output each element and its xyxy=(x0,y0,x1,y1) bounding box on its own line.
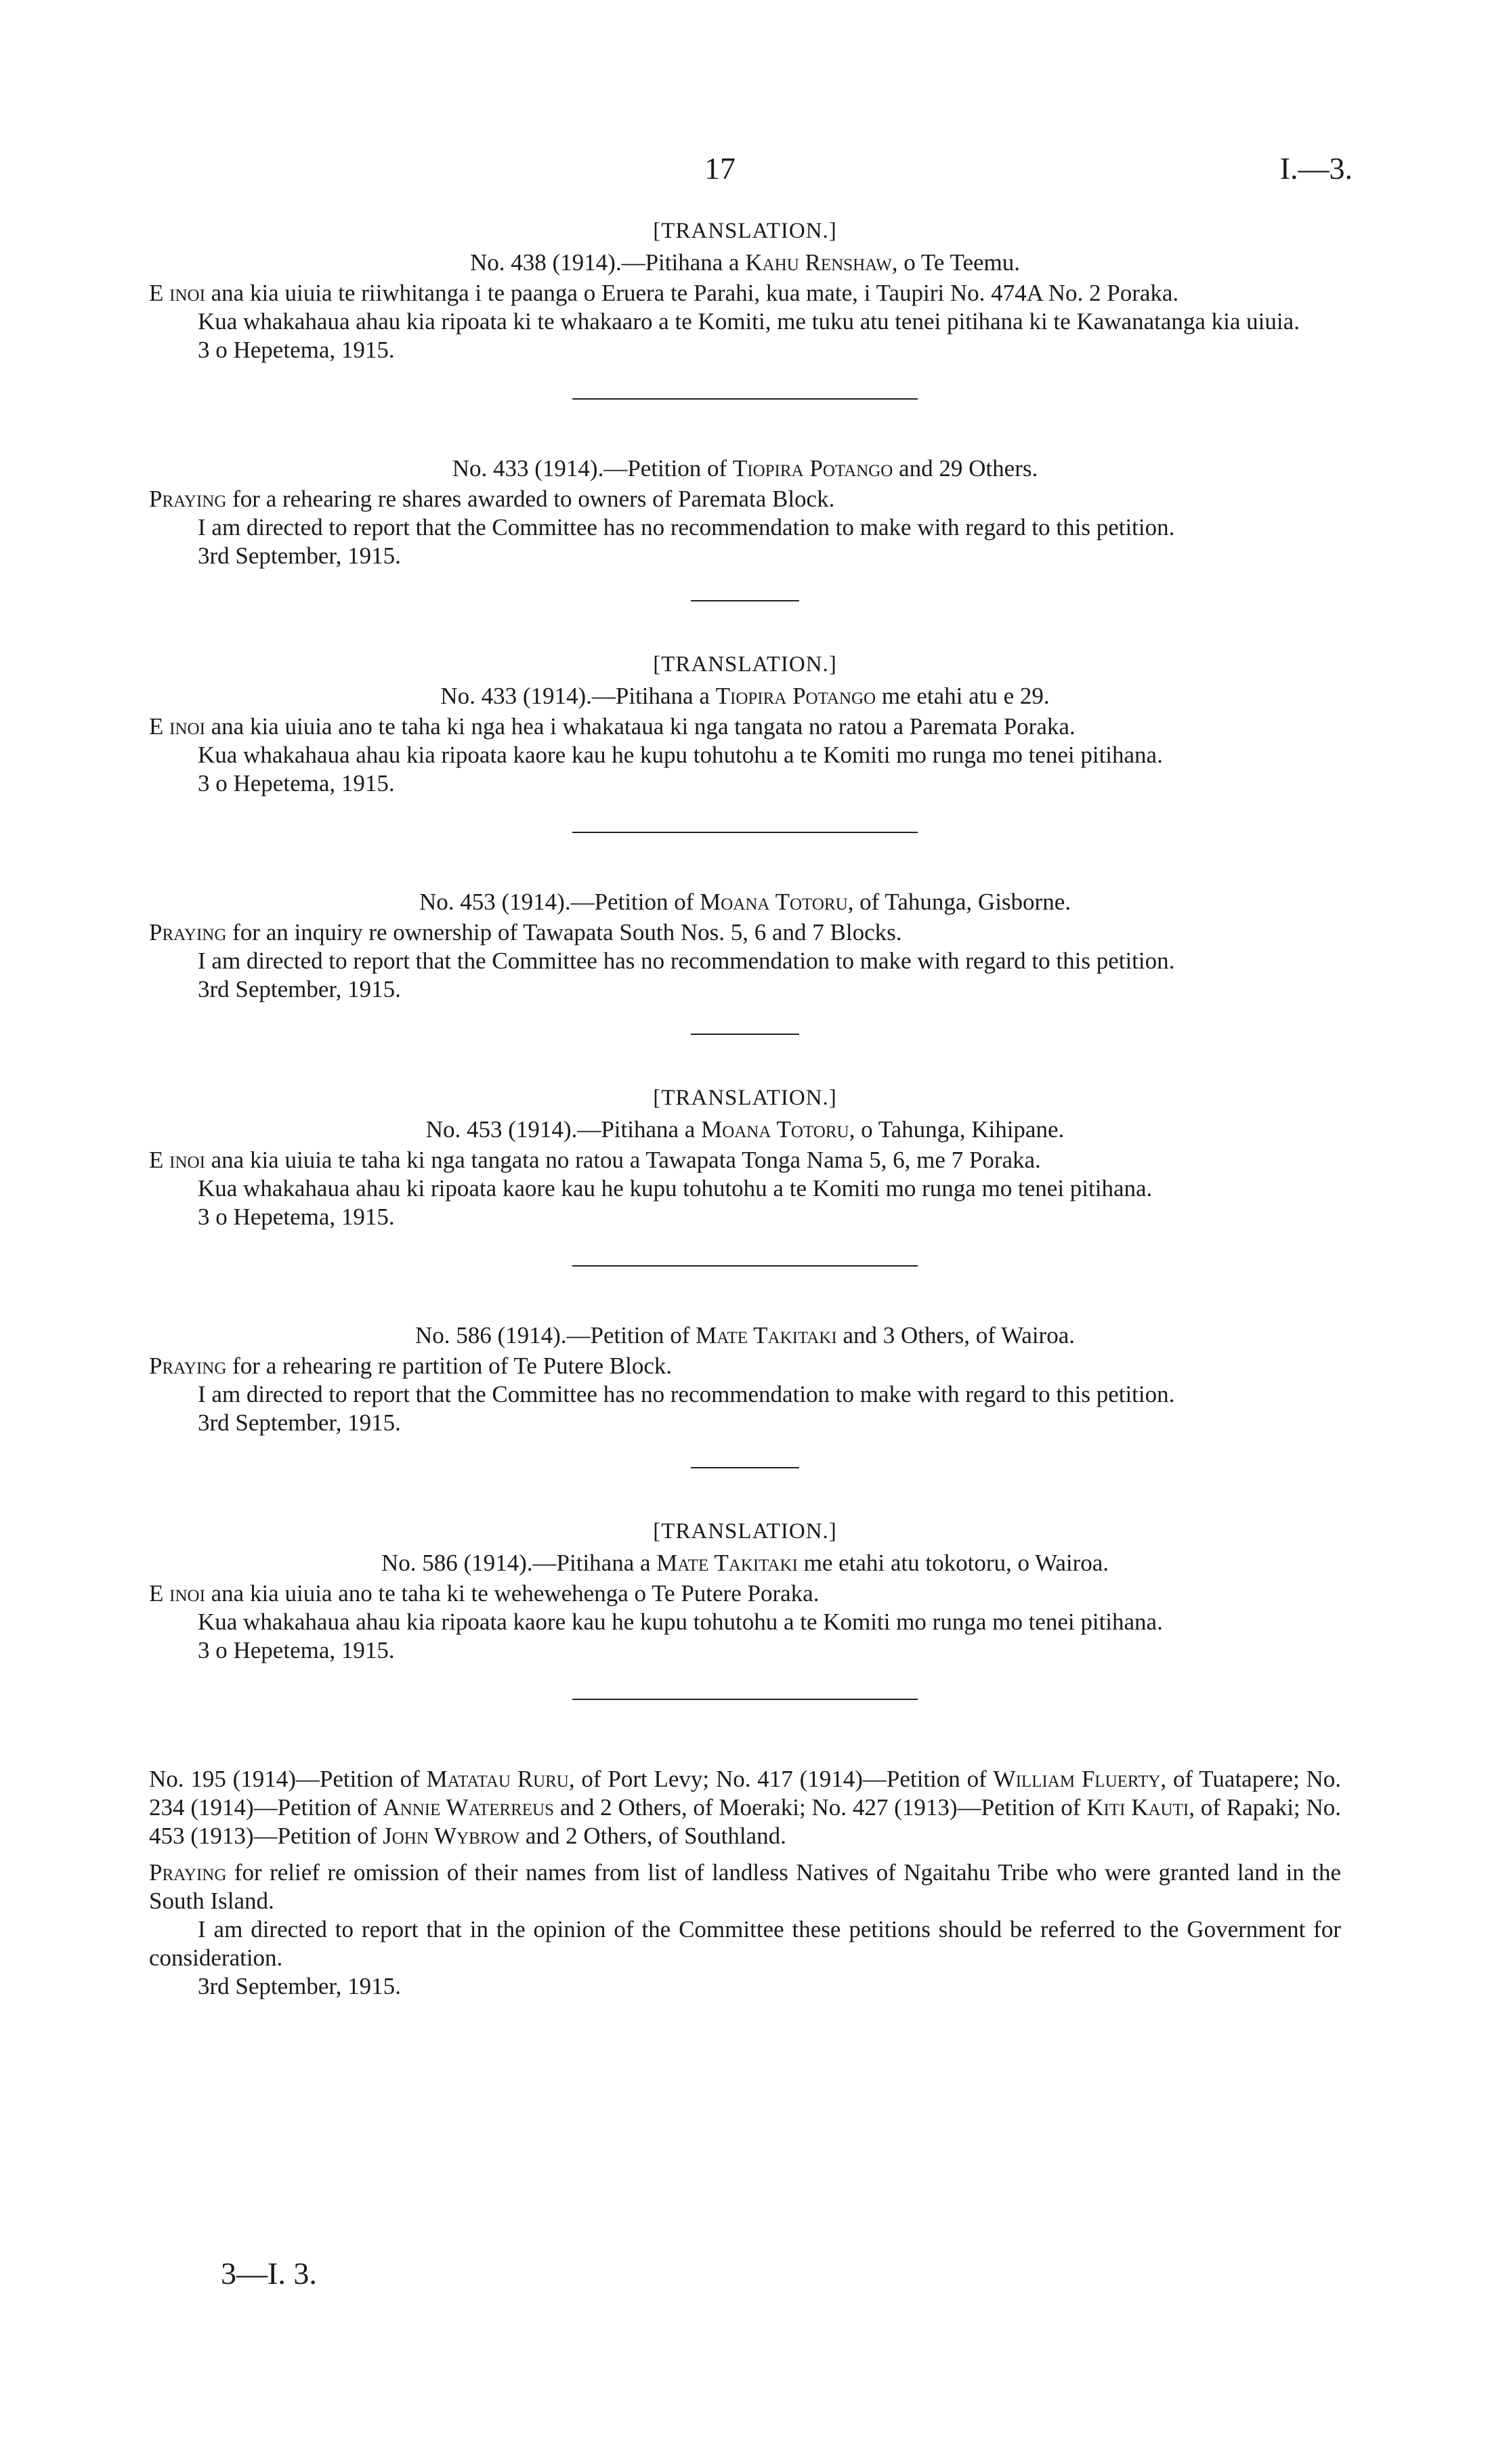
petition-section xyxy=(149,1516,1341,1765)
petition-date: 3 o Hepetema, 1915. xyxy=(198,1637,395,1663)
petition-report: I am directed to report that in the opinion of the Committee these petitions should be referred to the Government for consideration. xyxy=(149,1916,1341,1971)
petition-title: No. 433 (1914).—Pitihana a Tiopira Potango me etahi atu e 29. xyxy=(440,683,1050,709)
section-divider xyxy=(572,832,918,833)
petition-title: No. 586 (1914).—Pitihana a Mate Takitaki me etahi atu tokotoru, o Wairoa. xyxy=(381,1550,1109,1576)
petition-date: 3rd September, 1915. xyxy=(198,1409,401,1436)
petition-section xyxy=(149,1082,1341,1267)
petition-date: 3rd September, 1915. xyxy=(198,976,401,1002)
translation-tag: [TRANSLATION.] xyxy=(653,1086,837,1110)
petition-report: Kua whakahaua ahau kia ripoata ki te whakaaro a te Komiti, me tuku atu tenei pitihana ki te Kawanatanga kia uiuia. xyxy=(198,308,1300,335)
document-reference: I.—3. xyxy=(1279,151,1353,186)
page-number: 17 xyxy=(704,151,736,186)
translation-tag: [TRANSLATION.] xyxy=(653,1519,837,1544)
petition-prayer: Praying for relief re omission of their names from list of landless Natives of Ngaitahu Tribe who were granted land in the South Island. xyxy=(149,1859,1341,1914)
content-column xyxy=(149,215,1341,2001)
petition-date: 3rd September, 1915. xyxy=(198,1973,401,1999)
petition-prayer: Praying for an inquiry re ownership of Tawapata South Nos. 5, 6 and 7 Blocks. xyxy=(149,919,902,946)
petition-report: I am directed to report that the Committee has no recommendation to make with regard to this petition. xyxy=(198,948,1175,974)
combined-petitions-section xyxy=(149,1765,1341,2001)
petition-title: No. 586 (1914).—Petition of Mate Takitaki and 3 Others, of Wairoa. xyxy=(414,1322,1076,1348)
petition-report: Kua whakahaua ahau kia ripoata kaore kau he kupu tohutohu a te Komiti mo runga mo tenei pitihana. xyxy=(198,742,1163,768)
petition-title: No. 453 (1914).—Petition of Moana Totoru, of Tahunga, Gisborne. xyxy=(419,889,1071,915)
section-divider xyxy=(691,1034,799,1035)
petition-section xyxy=(149,215,1341,400)
petition-title: No. 433 (1914).—Petition of Tiopira Potango and 29 Others. xyxy=(452,455,1038,482)
section-divider xyxy=(572,1265,918,1267)
petition-section xyxy=(149,452,1341,601)
petition-prayer: E inoi ana kia uiuia ano te taha ki te wehewehenga o Te Putere Poraka. xyxy=(149,1580,820,1607)
petition-date: 3 o Hepetema, 1915. xyxy=(198,1204,395,1230)
section-divider xyxy=(691,1467,799,1468)
petition-title: No. 438 (1914).—Pitihana a Kahu Renshaw, o Te Teemu. xyxy=(470,249,1020,276)
petition-title: No. 453 (1914).—Pitihana a Moana Totoru, o Tahunga, Kihipane. xyxy=(425,1116,1065,1143)
petition-report: Kua whakahaua ahau ki ripoata kaore kau he kupu tohutohu a te Komiti mo runga mo tenei pitihana. xyxy=(198,1175,1153,1202)
petition-date: 3rd September, 1915. xyxy=(198,543,401,569)
petition-prayer: E inoi ana kia uiuia te taha ki nga tangata no ratou a Tawapata Tonga Nama 5, 6, me 7 Poraka. xyxy=(149,1147,1041,1173)
petition-prayer: E inoi ana kia uiuia te riiwhitanga i te paanga o Eruera te Parahi, kua mate, i Taupiri No. 474A No. 2 Poraka. xyxy=(149,280,1179,306)
petition-section xyxy=(149,649,1341,833)
petition-date: 3 o Hepetema, 1915. xyxy=(198,337,395,363)
translation-tag: [TRANSLATION.] xyxy=(653,652,837,677)
petition-report: I am directed to report that the Committee has no recommendation to make with regard to this petition. xyxy=(198,1381,1175,1407)
petition-prayer: E inoi ana kia uiuia ano te taha ki nga hea i whakataua ki nga tangata no ratou a Paremata Poraka. xyxy=(149,713,1076,740)
petition-report: Kua whakahaua ahau kia ripoata kaore kau he kupu tohutohu a te Komiti mo runga mo tenei pitihana. xyxy=(198,1609,1163,1635)
page-signature: 3—I. 3. xyxy=(221,2256,317,2291)
petition-prayer: Praying for a rehearing re partition of Te Putere Block. xyxy=(149,1353,673,1379)
petition-prayer: Praying for a rehearing re shares awarded to owners of Paremata Block. xyxy=(149,486,835,512)
petition-section xyxy=(149,886,1341,1035)
petition-date: 3 o Hepetema, 1915. xyxy=(198,770,395,796)
section-divider xyxy=(691,600,799,601)
translation-tag: [TRANSLATION.] xyxy=(653,219,837,243)
section-divider xyxy=(572,398,918,400)
section-divider xyxy=(572,1699,918,1700)
petition-report: I am directed to report that the Committee has no recommendation to make with regard to this petition. xyxy=(198,514,1175,540)
petition-section xyxy=(149,1319,1341,1468)
combined-petitions-title: No. 195 (1914)—Petition of Matatau Ruru, of Port Levy; No. 417 (1914)—Petition of William Fluerty, of Tuatapere; No. 234 (1914)—Petition of Annie Waterreus and 2 Others, of Moeraki; No. 427 (1913)—Petition of Kiti Kauti, of Rapaki; No. 453 (1913)—Petition of John Wybrow and 2 Others, of Southland. xyxy=(149,1766,1341,1849)
